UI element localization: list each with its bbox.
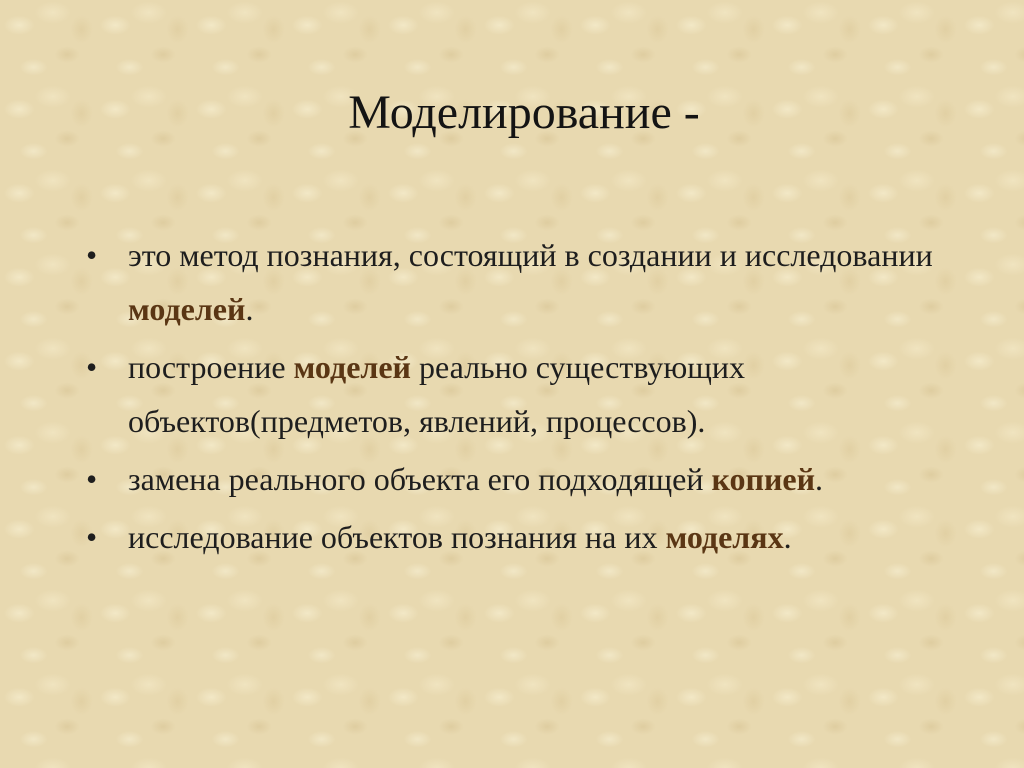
bullet-item [86,228,946,336]
bullet-keyword: копией [711,461,816,497]
bullet-text-end: реально существующих объектов(предметов, явлений, процессов). [128,349,746,439]
bullet-text: это метод познания, состоящий в создании и исследовании [128,237,933,273]
bullet-text-end: . [815,461,824,497]
bullet-text: построение [128,349,294,385]
bullet-item [86,340,946,448]
bullet-keyword: моделях [665,519,784,555]
bullet-keyword: моделей [128,291,246,327]
bullet-marker: • [86,519,98,555]
bullet-list [86,228,946,568]
bullet-marker: • [86,237,98,273]
bullet-text-end: . [783,519,792,555]
bullet-text: замена реального объекта его подходящей [128,461,712,497]
bullet-keyword: моделей [293,349,411,385]
bullet-marker: • [86,461,98,497]
slide-title: Моделирование - [348,86,700,139]
bullet-item [86,510,946,564]
bullet-item [86,452,946,506]
bullet-text: исследование объектов познания на их [128,519,666,555]
bullet-text-end: . [245,291,254,327]
bullet-marker: • [86,349,98,385]
